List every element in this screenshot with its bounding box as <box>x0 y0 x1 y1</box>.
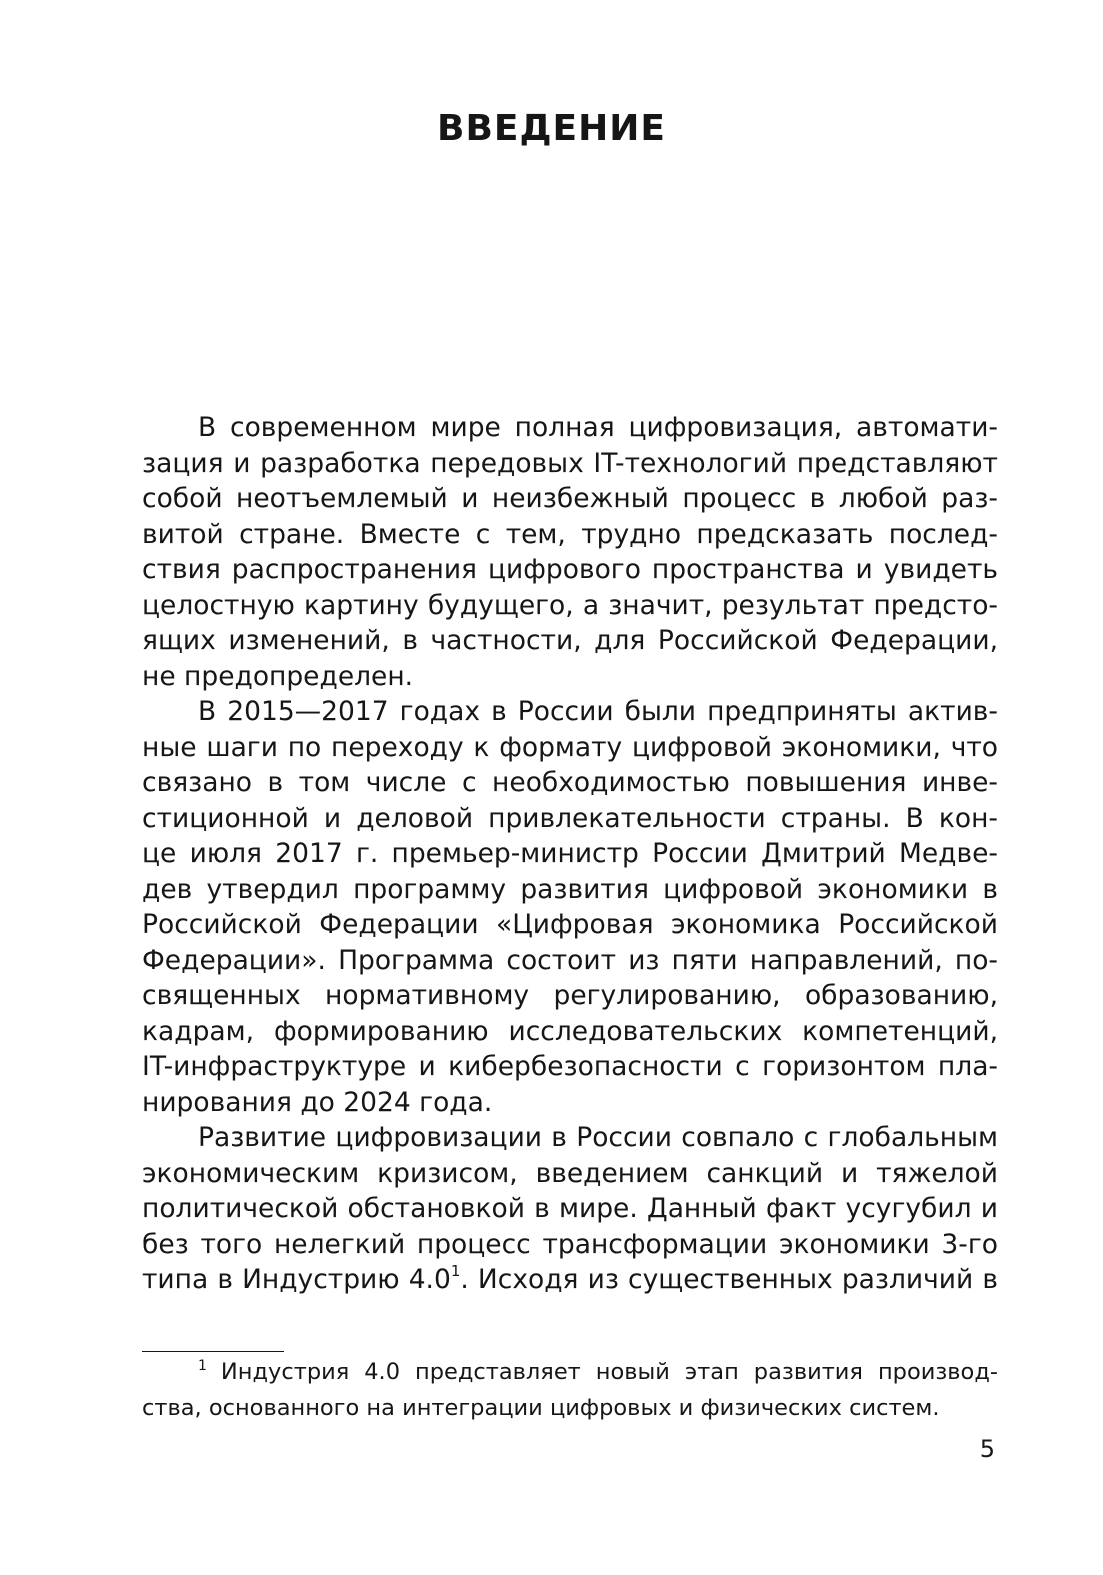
text-line: ящих изменений, в частности, для Российской Федерации, <box>142 625 998 656</box>
text-line: витой стране. Вместе с тем, трудно предсказать послед- <box>142 518 998 550</box>
page-number: 5 <box>979 1435 995 1463</box>
text-line: стиционной и деловой привлекательности страны. В кон- <box>142 802 998 834</box>
text-line: В современном мире полная цифровизация, автомати- <box>198 412 998 443</box>
text-line: политической обстановкой в мире. Данный факт усугубил и <box>142 1193 998 1224</box>
text-line <box>142 1262 998 1298</box>
text-line: зация и разработка передовых IT-технологий представляют <box>142 447 998 479</box>
paragraph-3 <box>142 1120 998 1298</box>
text-line: Развитие цифровизации в России совпало с глобальным <box>198 1122 998 1153</box>
text-line: це июля 2017 г. премьер-министр России Дмитрий Медве- <box>142 838 998 869</box>
text-line: дев утвердил программу развития цифровой экономики в <box>142 873 998 905</box>
text-line: без того нелегкий процесс трансформации экономики 3-го <box>142 1228 998 1260</box>
paragraph-1 <box>142 410 998 694</box>
footnote-reference[interactable]: 1 <box>450 1262 461 1281</box>
footnote-divider <box>142 1351 284 1352</box>
text-line: целостную картину будущего, а значит, результат предсто- <box>142 589 998 621</box>
text-line: В 2015—2017 годах в России были предприняты актив- <box>198 696 998 727</box>
text-line: связано в том числе с необходимостью повышения инве- <box>142 767 998 798</box>
text-fragment: типа в Индустрию 4.0 <box>142 1264 451 1295</box>
footnote-mark: 1 <box>198 1358 207 1374</box>
text-line: Российской Федерации «Цифровая экономика Российской <box>142 909 998 940</box>
footnote <box>142 1356 998 1425</box>
text-line: священных нормативному регулированию, образованию, <box>142 980 998 1011</box>
text-line: Федерации». Программа состоит из пяти направлений, по- <box>142 944 998 976</box>
text-line: ствия распространения цифрового пространства и увидеть <box>142 554 998 585</box>
text-line: кадрам, формированию исследовательских компетенций, <box>142 1015 998 1047</box>
body-text <box>142 410 998 1298</box>
text-line: экономическим кризисом, введением санкций и тяжелой <box>142 1157 998 1189</box>
footnote-line <box>142 1356 998 1392</box>
text-fragment: . Исходя из существенных различий в <box>460 1264 998 1295</box>
paragraph-2 <box>142 694 998 1120</box>
text-line: IT-инфраструктуре и кибербезопасности с горизонтом пла- <box>142 1051 998 1082</box>
footnote-line: ства, основанного на интеграции цифровых и физических систем. <box>142 1395 940 1421</box>
text-line: собой неотъемлемый и неизбежный процесс в любой раз- <box>142 483 998 514</box>
footnote-text: Индустрия 4.0 представляет новый этап развития производ- <box>220 1359 998 1385</box>
chapter-heading: ВВЕДЕНИЕ <box>437 108 666 149</box>
text-line: ные шаги по переходу к формату цифровой экономики, что <box>142 731 998 763</box>
text-line: не предопределен. <box>142 660 414 692</box>
text-line: нирования до 2024 года. <box>142 1086 493 1118</box>
